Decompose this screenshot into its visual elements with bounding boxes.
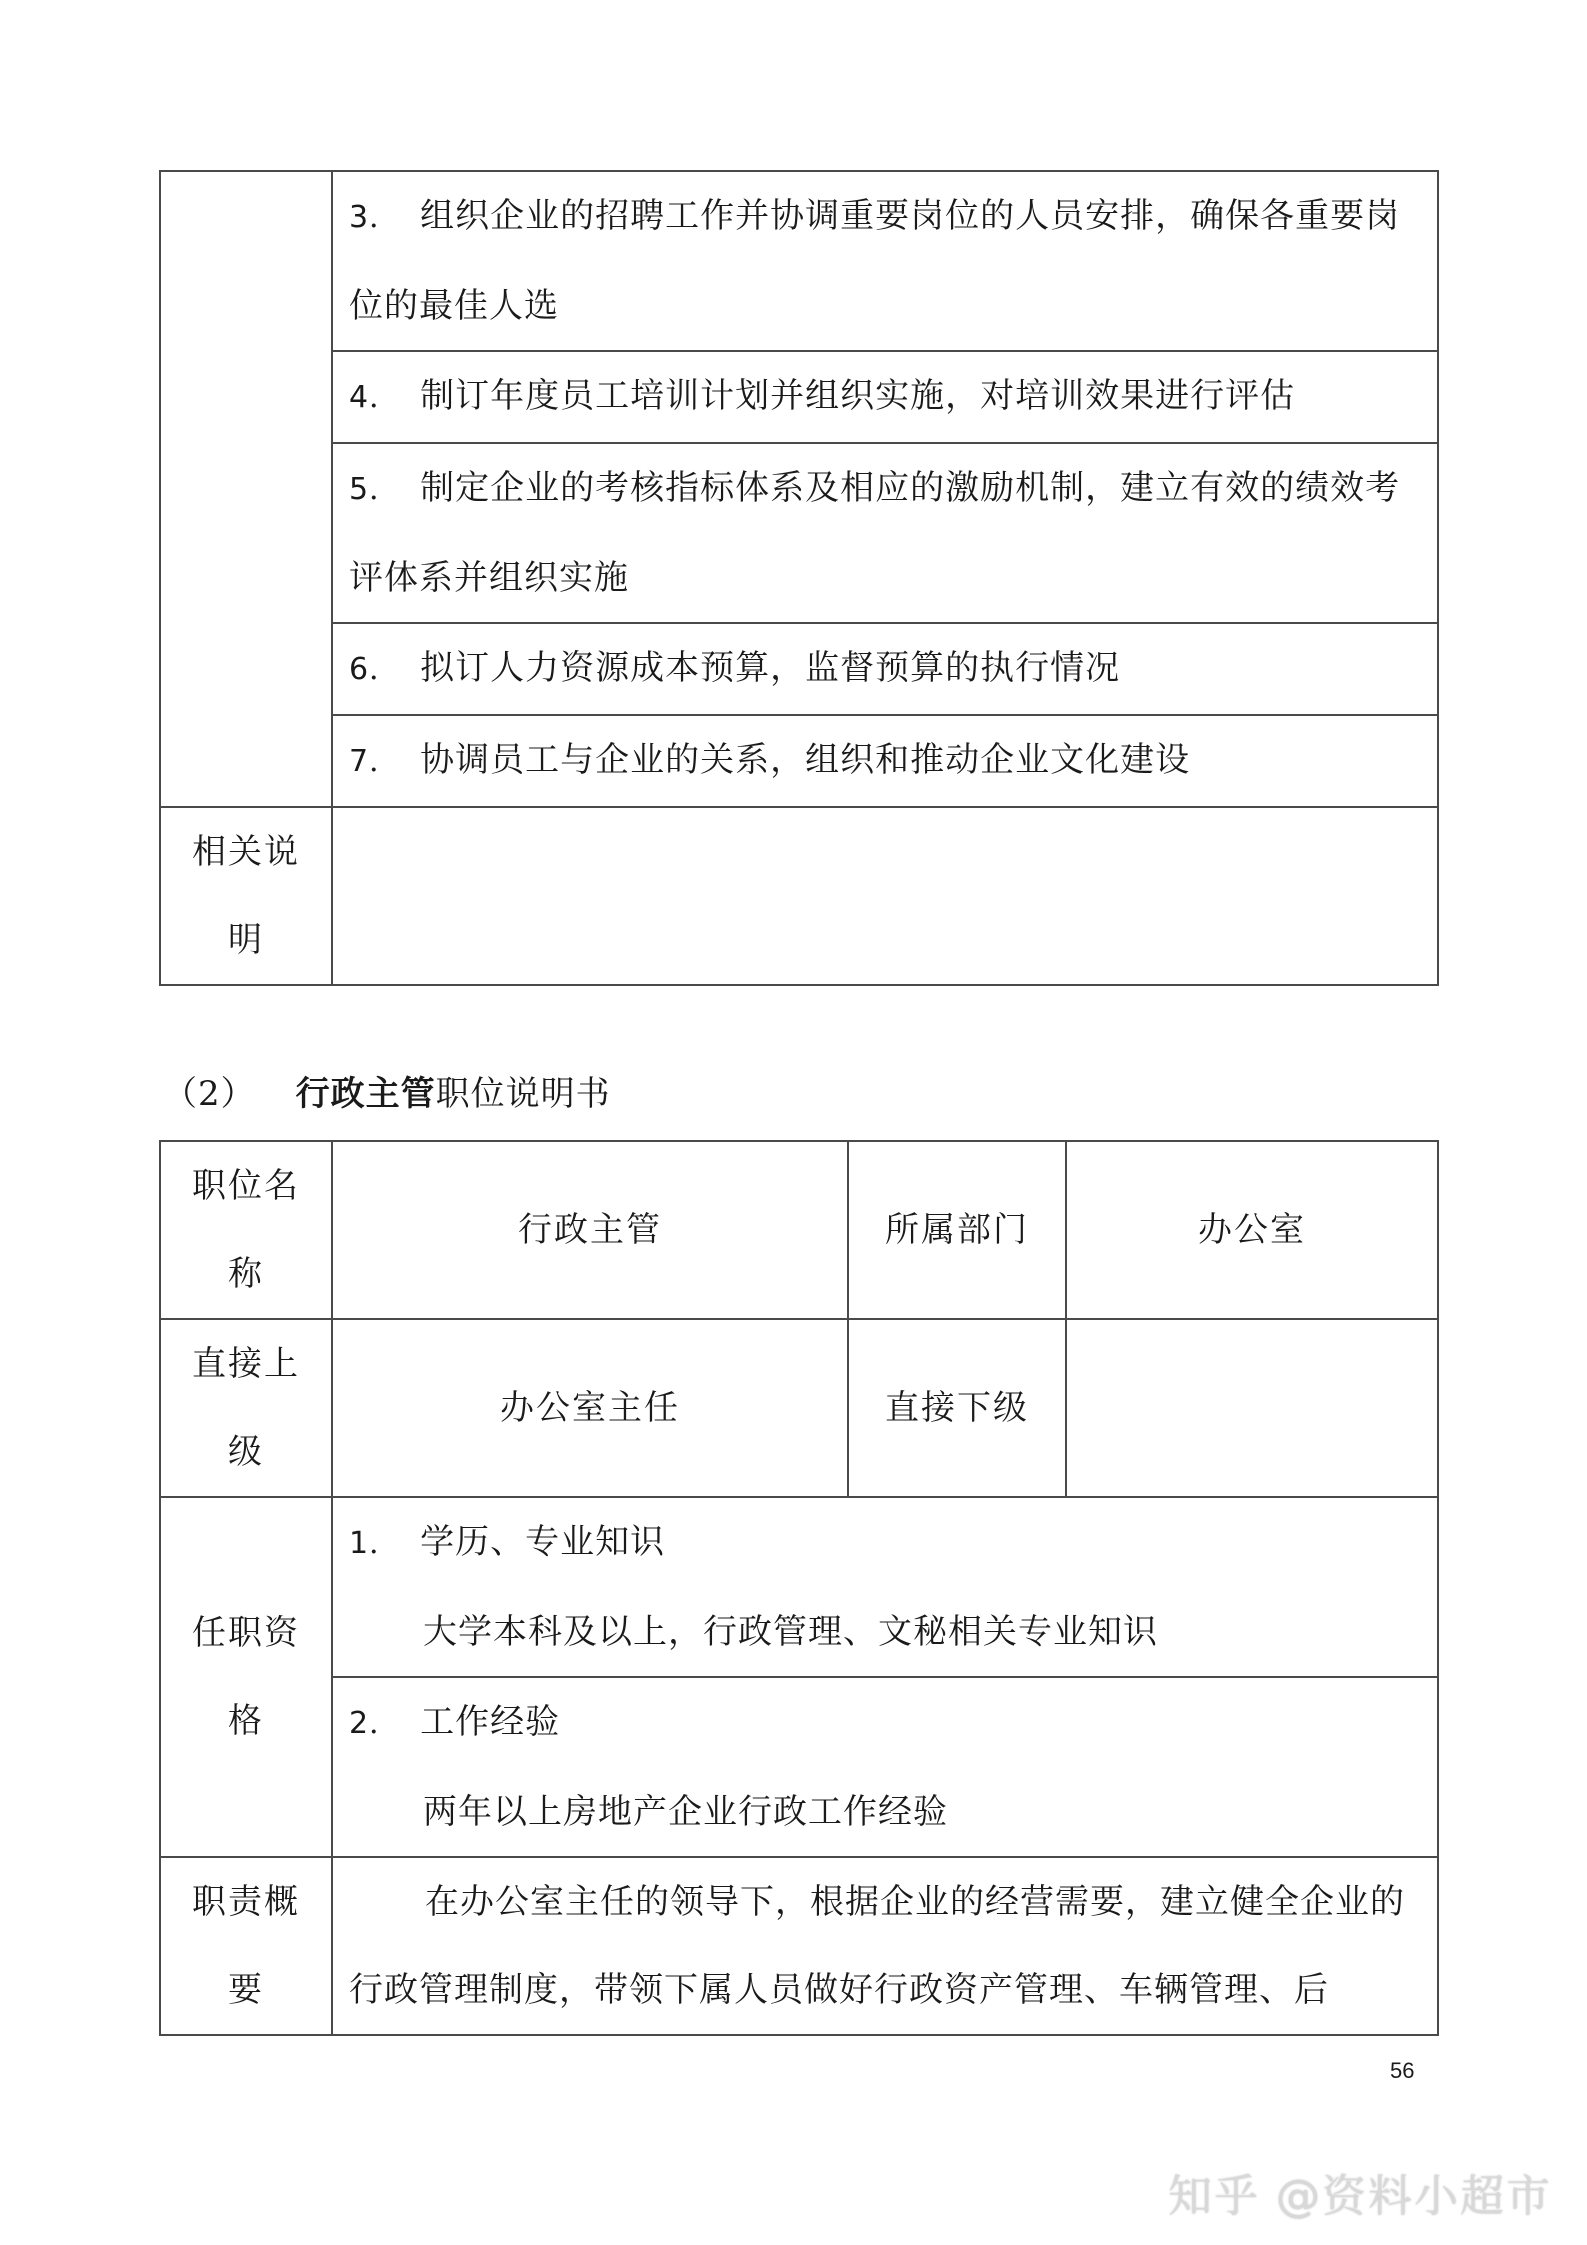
qualification-detail: 两年以上房地产企业行政工作经验 [423,1792,948,1832]
duty-item-5 [332,443,1438,623]
item-number: 7． [349,744,401,779]
table-row [160,1857,1438,2035]
section-title-bold: 行政主管 [295,1074,436,1114]
section-title-rest: 职位说明书 [435,1074,611,1114]
table-row [160,171,1438,351]
qualification-detail: 大学本科及以上，行政管理、文秘相关专业知识 [423,1612,1158,1652]
duties-table-continued [159,170,1439,986]
position-name-label: 职位名称 [160,1141,332,1319]
section-number: （2） [163,1074,256,1114]
position-name-value: 行政主管 [332,1141,848,1319]
item-text: 制订年度员工培训计划并组织实施，对培训效果进行评估 [420,376,1296,416]
duty-item-3 [332,171,1438,351]
department-label: 所属部门 [848,1141,1066,1319]
summary-label: 职责概要 [160,1857,332,2035]
item-text: 组织企业的招聘工作并协调重要岗位的人员安排，确保各重要岗位的最佳人选 [349,196,1401,326]
section-heading [163,1062,611,1126]
direct-superior-label: 直接上级 [160,1319,332,1497]
item-number: 5． [349,472,401,507]
item-number: 1． [349,1526,401,1561]
item-text: 制定企业的考核指标体系及相应的激励机制，建立有效的绩效考评体系并组织实施 [349,468,1401,598]
direct-subordinate-value [1066,1319,1438,1497]
table-row [160,1141,1438,1319]
table-row [160,715,1438,807]
table-row [160,623,1438,715]
table-row [160,1319,1438,1497]
table-row [160,1497,1438,1677]
item-text: 拟订人力资源成本预算，监督预算的执行情况 [420,648,1121,688]
item-text: 协调员工与企业的关系，组织和推动企业文化建设 [420,740,1191,780]
qualification-item-2 [332,1677,1438,1857]
duty-item-4 [332,351,1438,443]
duty-item-6 [332,623,1438,715]
direct-superior-value: 办公室主任 [332,1319,848,1497]
watermark: 知乎 @资料小超市 [1168,2171,1552,2222]
table-row [160,807,1438,985]
duties-label-cell [160,171,332,807]
item-number: 6． [349,652,401,687]
qualification-item-1 [332,1497,1438,1677]
page-number: 56 [1390,2058,1415,2083]
item-number: 4． [349,380,401,415]
duty-item-7 [332,715,1438,807]
table-row [160,443,1438,623]
summary-text: 在办公室主任的领导下，根据企业的经营需要，建立健全企业的行政管理制度，带领下属人员做好行政资产管理、车辆管理、后 [332,1857,1438,2035]
direct-subordinate-label: 直接下级 [848,1319,1066,1497]
related-notes-value [332,807,1438,985]
department-value: 办公室 [1066,1141,1438,1319]
table-row [160,351,1438,443]
item-number: 3． [349,200,401,235]
related-notes-label: 相关说明 [160,807,332,985]
job-description-table [159,1140,1439,2036]
table-row [160,1677,1438,1857]
qualification-title: 工作经验 [420,1702,561,1742]
qualification-label: 任职资格 [160,1497,332,1857]
item-number: 2． [349,1706,401,1741]
qualification-title: 学历、专业知识 [420,1522,666,1562]
